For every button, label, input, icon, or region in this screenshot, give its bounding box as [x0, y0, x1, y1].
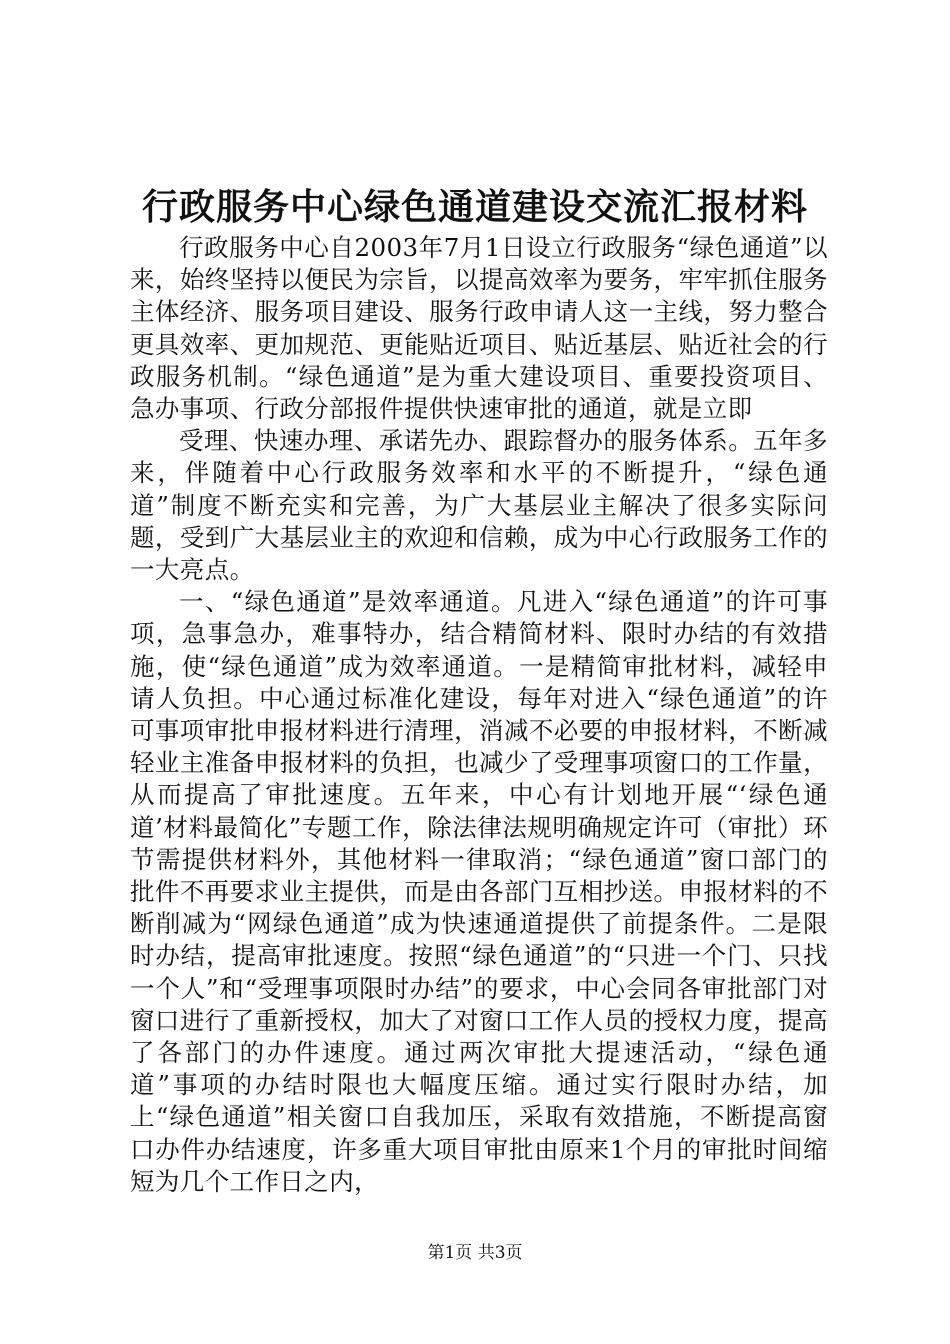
paragraph-intro: 行政服务中心自2003年7月1日设立行政服务“绿色通道”以来，始终坚持以便民为宗旨，以提高效率为要务，牢牢抓住服务主体经济、服务项目建设、服务行政申请人这一主线，努力整合更具效率、更加规范、更能贴近项目、贴近基层、贴近社会的行政服务机制。“绿色通道”是为重大建设项目、重要投资项目、急办事项、行政分部报件提供快速审批的通道，就是立即 [130, 233, 828, 424]
page-footer: 第1页 共3页 [427, 1243, 523, 1263]
paragraph-efficiency-channel: 一、“绿色通道”是效率通道。凡进入“绿色通道”的许可事项，急事急办，难事特办，结合精简材料、限时办结的有效措施，使“绿色通道”成为效率通道。一是精简审批材料，减轻申请人负担。中心通过标准化建设，每年对进入“绿色通道”的许可事项审批申报材料进行清理，消减不必要的申报材料，不断减轻业主准备申报材料的负担，也减少了受理事项窗口的工作量，从而提高了审批速度。五年来，中心有计划地开展“‘绿色通道’材料最简化”专题工作，除法律法规明确规定许可（审批）环节需提供材料外，其他材料一律取消；“绿色通道”窗口部门的批件不再要求业主提供，而是由各部门互相抄送。申报材料的不断削减为“网绿色通道”成为快速通道提供了前提条件。二是限时办结，提高审批速度。按照“绿色通道”的“只进一个门、只找一个人”和“受理事项限时办结”的要求，中心会同各审批部门对窗口进行了重新授权，加大了对窗口工作人员的授权力度，提高了各部门的办件速度。通过两次审批大提速活动，“绿色通道”事项的办结时限也大幅度压缩。通过实行限时办结，加上“绿色通道”相关窗口自我加压，采取有效措施，不断提高窗口办件办结速度，许多重大项目审批由原来1个月的审批时间缩短为几个工作日之内， [130, 587, 828, 1196]
document-title: 行政服务中心绿色通道建设交流汇报材料 [141, 186, 808, 228]
document-body [130, 232, 828, 1198]
paragraph-service-system: 受理、快速办理、承诺先办、跟踪督办的服务体系。五年多来，伴随着中心行政服务效率和水平的不断提升，“绿色通道”制度不断充实和完善，为广大基层业主解决了很多实际问题，受到广大基层业主的欢迎和信赖，成为中心行政服务工作的一大亮点。 [130, 426, 828, 585]
